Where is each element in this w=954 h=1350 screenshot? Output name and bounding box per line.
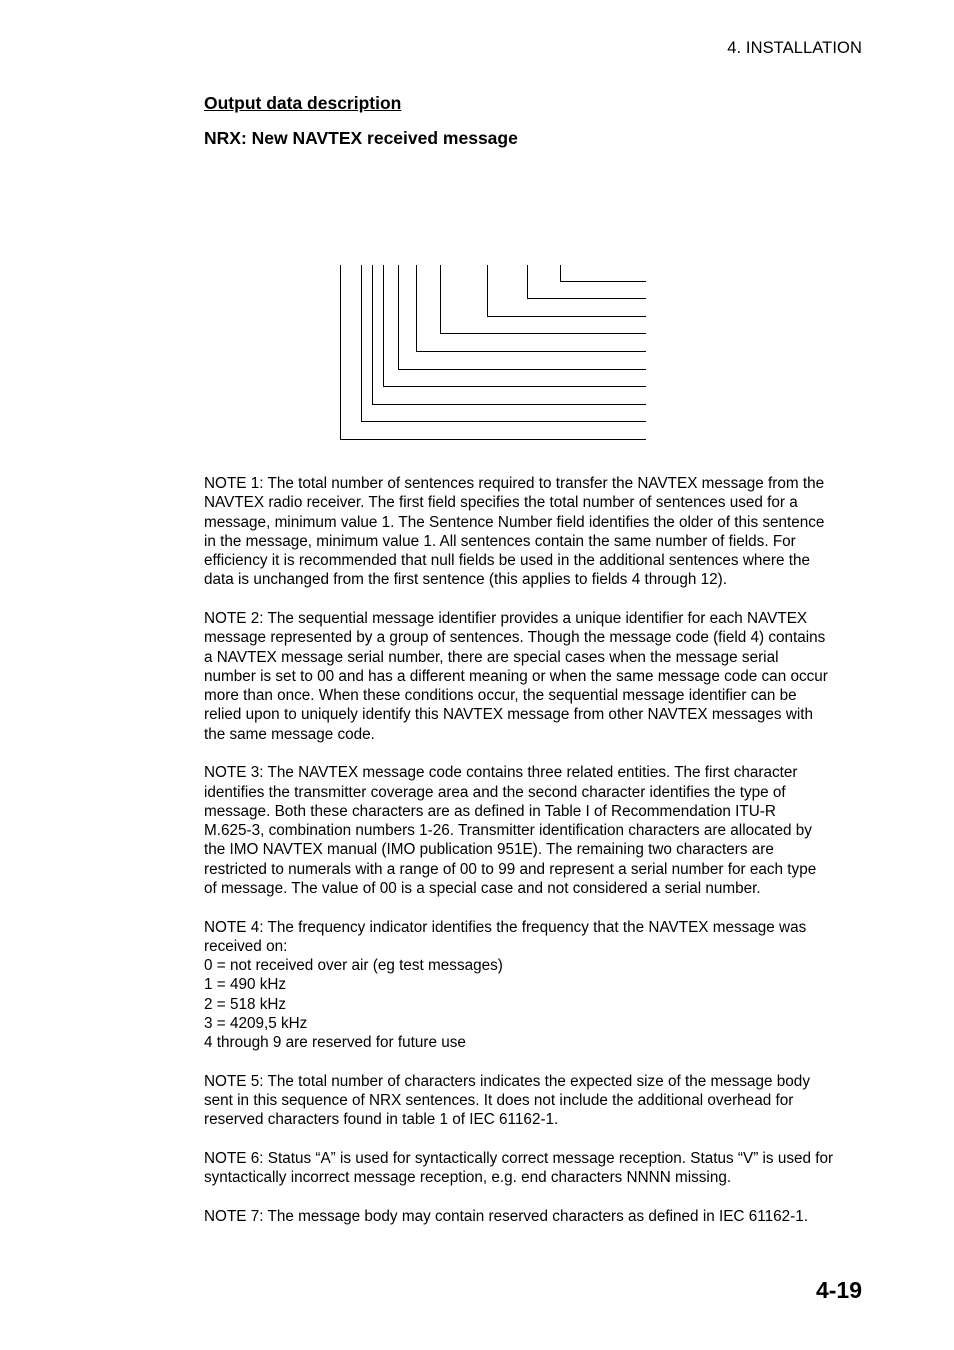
field-leader-line xyxy=(384,265,647,387)
field-leader-line xyxy=(528,265,647,299)
note-3: NOTE 3: The NAVTEX message code contains three related entities. The first character identifies the transmitter coverage area and the second character identifies the type of message. Both these characters are as defined in Table I of Recommendation ITU-R M.625-3, combination numbers 1-26. Transmitter identification characters are allocated by the IMO NAVTEX manual (IMO publication 951E). The remaining two characters are restricted to numerals with a range of 00 to 99 and represent a serial number for each type of message. The value of 00 is a special case and not considered a serial number. xyxy=(204,764,817,898)
chapter-header: 4. INSTALLATION xyxy=(727,39,862,57)
sentence-field-diagram xyxy=(0,0,954,460)
field-leader-line xyxy=(441,265,647,334)
note-2: NOTE 2: The sequential message identifier provides a unique identifier for each NAVTEX message represented by a group of sentences. Though the message code (field 4) contains a NAVTEX message serial number, there are special cases when the message serial number is set to 00 and has a different meaning or when the same message code can occur more than once. When these conditions occur, the sequential message identifier can be relied upon to uniquely identify this NAVTEX message from other NAVTEX messages with the same message code. xyxy=(204,609,828,743)
field-leader-line xyxy=(362,265,647,422)
section-title: Output data description xyxy=(204,93,402,113)
note-4: NOTE 4: The frequency indicator identifies the frequency that the NAVTEX message was received on: 0 = not received over air (eg test messages) 1 = 490 kHz 2 = 518 kHz 3 = 4209,5 kHz 4 through 9 are reserved for future use xyxy=(204,918,807,1052)
note-5: NOTE 5: The total number of characters indicates the expected size of the message body sent in this sequence of NRX sentences. It does not include the additional overhead for reserved characters found in table 1 of IEC 61162-1. xyxy=(204,1072,810,1129)
notes-list xyxy=(204,474,870,1245)
note-7: NOTE 7: The message body may contain reserved characters as defined in IEC 61162-1. xyxy=(204,1207,808,1225)
note-1: NOTE 1: The total number of sentences required to transfer the NAVTEX message from the NAVTEX radio receiver. The first field specifies the total number of sentences used for a message, minimum value 1. The Sentence Number field identifies the older of this sentence in the message, minimum value 1. All sentences contain the same number of fields. For efficiency it is recommended that null fields be used in the additional sentences where the data is unchanged from the first sentence (this applies to fields 4 through 12). xyxy=(204,475,825,589)
field-leader-line xyxy=(488,265,647,317)
page-number: 4-19 xyxy=(815,1277,862,1303)
field-leader-line xyxy=(561,265,647,282)
field-leader-line xyxy=(417,265,647,352)
field-leader-line xyxy=(373,265,647,405)
field-leader-line xyxy=(341,265,647,440)
field-leader-line xyxy=(399,265,647,370)
note-6: NOTE 6: Status “A” is used for syntactically correct message reception. Status “V” is used for syntactically incorrect message reception, e.g. end characters NNNN missing. xyxy=(204,1149,834,1187)
subsection-title: NRX: New NAVTEX received message xyxy=(204,128,518,148)
